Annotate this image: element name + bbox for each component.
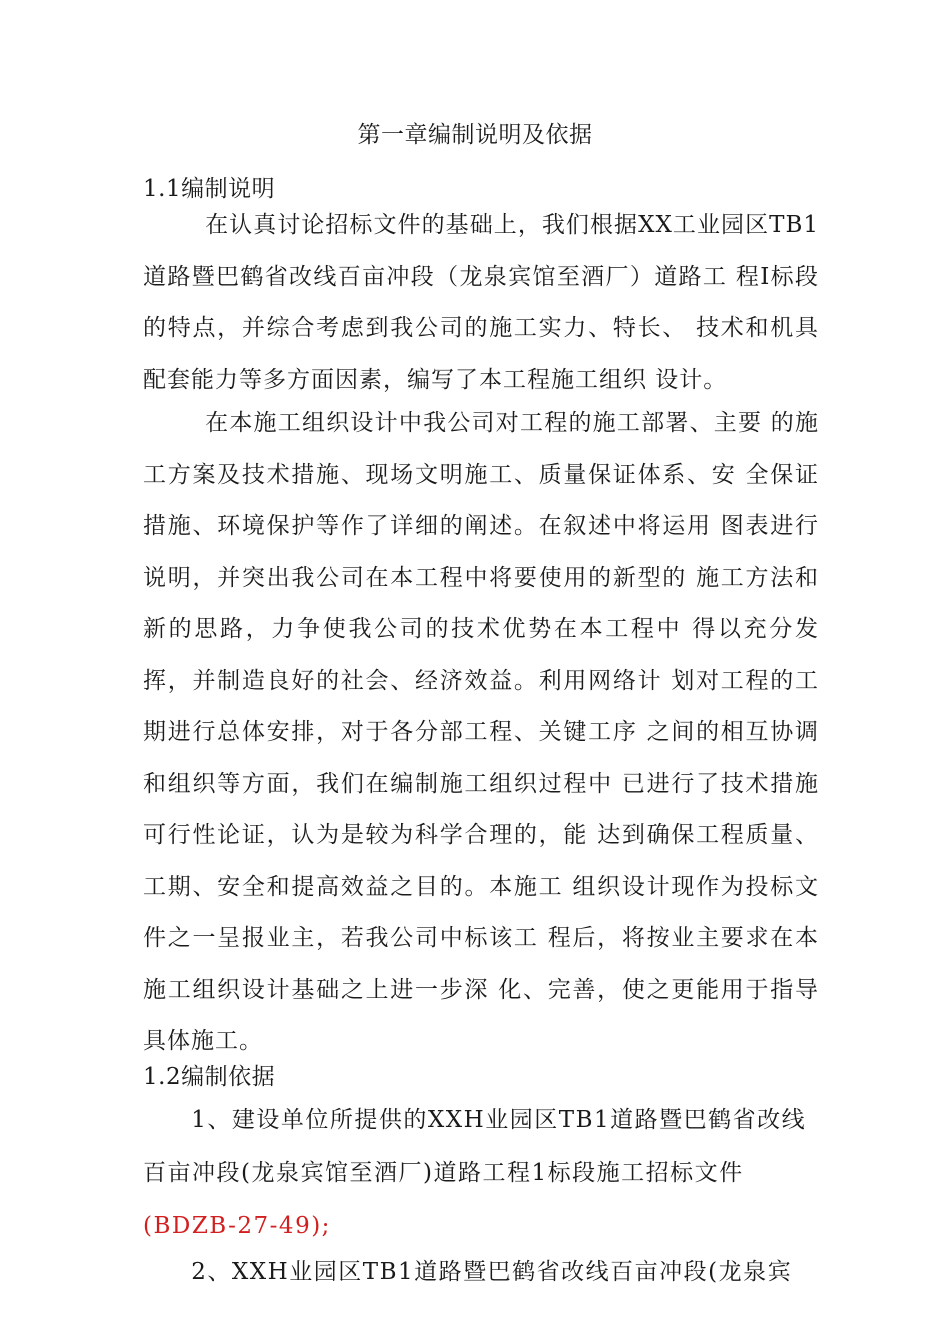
section-heading-1-1: 1.1编制说明 xyxy=(143,176,276,202)
reference-item-1 xyxy=(143,1094,819,1253)
reference-item-2: 2、XXH业园区TB1道路暨巴鹤省改线百亩冲段(龙泉宾 xyxy=(191,1259,793,1285)
reference-item-1-text: 1、建设单位所提供的XXH业园区TB1道路暨巴鹤省改线百亩冲段(龙泉宾馆至酒厂)道路工程1标段施工招标文件 xyxy=(143,1107,807,1186)
paragraph-1: 在认真讨论招标文件的基础上，我们根据XX工业园区TB1道路暨巴鹤省改线百亩冲段（龙泉宾馆至酒厂）道路工 程I标段的特点，并综合考虑到我公司的施工实力、特长、 技术和机具配套能力等多方面因素，编写了本工程施工组织 设计。 xyxy=(143,212,819,393)
chapter-title: 第一章编制说明及依据 xyxy=(357,122,593,148)
reference-item-1-code: (BDZB-27-49); xyxy=(143,1213,331,1239)
section-heading-1-2: 1.2编制依据 xyxy=(143,1064,276,1090)
paragraph-2: 在本施工组织设计中我公司对工程的施工部署、主要 的施工方案及技术措施、现场文明施工、质量保证体系、安 全保证措施、环境保护等作了详细的阐述。在叙述中将运用 图表进行说明，并突出我公司在本工程中将要使用的新型的 施工方法和新的思路，力争使我公司的技术优势在本工程中 得以充分发挥，并制造良好的社会、经济效益。利用网络计 划对工程的工期进行总体安排，对于各分部工程、关键工序 之间的相互协调和组织等方面，我们在编制施工组织过程中 已进行了技术措施可行性论证，认为是较为科学合理的，能 达到确保工程质量、工期、安全和提高效益之目的。本施工 组织设计现作为投标文件之一呈报业主，若我公司中标该工 程后，将按业主要求在本施工组织设计基础之上进一步深 化、完善，使之更能用于指导具体施工。 xyxy=(143,410,819,1054)
